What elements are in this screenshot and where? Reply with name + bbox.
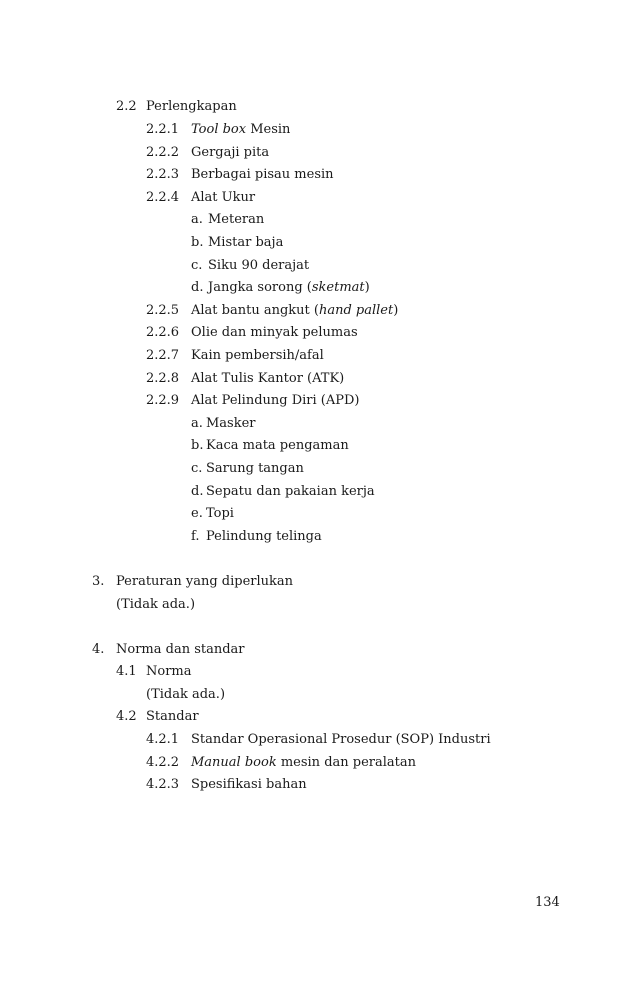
- heading-number: 4.1: [116, 664, 137, 679]
- sub-item-letter: a.: [191, 212, 203, 227]
- item-number: 4.2.1: [146, 732, 180, 747]
- text-after: ): [364, 280, 370, 295]
- italic-term: sketmat: [311, 280, 365, 295]
- sub-item-letter: a.: [191, 416, 203, 431]
- italic-term: hand pallet: [318, 303, 394, 318]
- sub-item-letter: e.: [191, 506, 203, 521]
- sub-item-text: Masker: [206, 416, 256, 431]
- sub-item-text: Topi: [206, 506, 234, 521]
- heading-title: Standar: [146, 709, 199, 724]
- sub-item-letter: c.: [191, 258, 203, 273]
- item-number: 4.2.2: [146, 755, 180, 770]
- sub-item-text: Siku 90 derajat: [208, 258, 310, 273]
- item-number: 2.2.9: [146, 393, 180, 408]
- item-number: 2.2.6: [146, 325, 180, 340]
- item-text-rest: mesin dan peralatan: [276, 755, 417, 770]
- sub-item-letter: d.: [191, 484, 204, 499]
- item-number: 2.2.5: [146, 303, 180, 318]
- heading-number: 2.2: [116, 99, 137, 114]
- item-number: 2.2.4: [146, 190, 180, 205]
- heading-title: Peraturan yang diperlukan: [116, 574, 294, 589]
- sub-item-text: Meteran: [208, 212, 265, 227]
- sub-item-text: Kaca mata pengaman: [206, 438, 349, 453]
- sub-item-text: Sepatu dan pakaian kerja: [206, 484, 375, 499]
- item-text-rest: Mesin: [246, 122, 291, 137]
- heading-number: 4.: [92, 642, 105, 657]
- item-text: Alat Pelindung Diri (APD): [191, 393, 360, 408]
- item-number: 2.2.7: [146, 348, 180, 363]
- sub-item-text: [208, 280, 370, 296]
- item-text: [191, 755, 416, 771]
- note-text: (Tidak ada.): [116, 597, 196, 612]
- heading-number: 4.2: [116, 709, 137, 724]
- text-before: Jangka sorong (: [208, 280, 312, 295]
- text-before: Alat bantu angkut (: [191, 303, 319, 318]
- sub-item-letter: b.: [191, 438, 204, 453]
- item-text: [191, 122, 290, 138]
- item-text: Berbagai pisau mesin: [191, 167, 334, 182]
- item-text: Alat Tulis Kantor (ATK): [191, 371, 345, 386]
- item-text: Gergaji pita: [191, 145, 270, 160]
- sub-item-letter: f.: [191, 529, 200, 544]
- item-number: 4.2.3: [146, 777, 180, 792]
- italic-term: Tool box: [191, 122, 247, 137]
- sub-item-text: Mistar baja: [208, 235, 284, 250]
- heading-title: Perlengkapan: [146, 99, 237, 114]
- sub-item-letter: d.: [191, 280, 204, 295]
- item-number: 2.2.1: [146, 122, 180, 137]
- item-text: Kain pembersih/afal: [191, 348, 324, 363]
- item-text: Alat Ukur: [191, 190, 256, 205]
- heading-title: Norma: [146, 664, 192, 679]
- item-number: 2.2.2: [146, 145, 180, 160]
- italic-term: Manual book: [191, 755, 277, 770]
- item-number: 2.2.3: [146, 167, 180, 182]
- sub-item-letter: b.: [191, 235, 204, 250]
- item-text: [191, 303, 398, 319]
- sub-item-text: Pelindung telinga: [206, 529, 322, 544]
- text-after: ): [393, 303, 399, 318]
- item-text: Standar Operasional Prosedur (SOP) Industri: [191, 732, 491, 747]
- heading-number: 3.: [92, 574, 105, 589]
- item-number: 2.2.8: [146, 371, 180, 386]
- sub-item-letter: c.: [191, 461, 203, 476]
- item-text: Olie dan minyak pelumas: [191, 325, 358, 340]
- sub-item-text: Sarung tangan: [206, 461, 304, 476]
- page-number: 134: [535, 895, 560, 910]
- note-text: (Tidak ada.): [146, 687, 226, 702]
- heading-title: Norma dan standar: [116, 642, 245, 657]
- item-text: Spesifikasi bahan: [191, 777, 307, 792]
